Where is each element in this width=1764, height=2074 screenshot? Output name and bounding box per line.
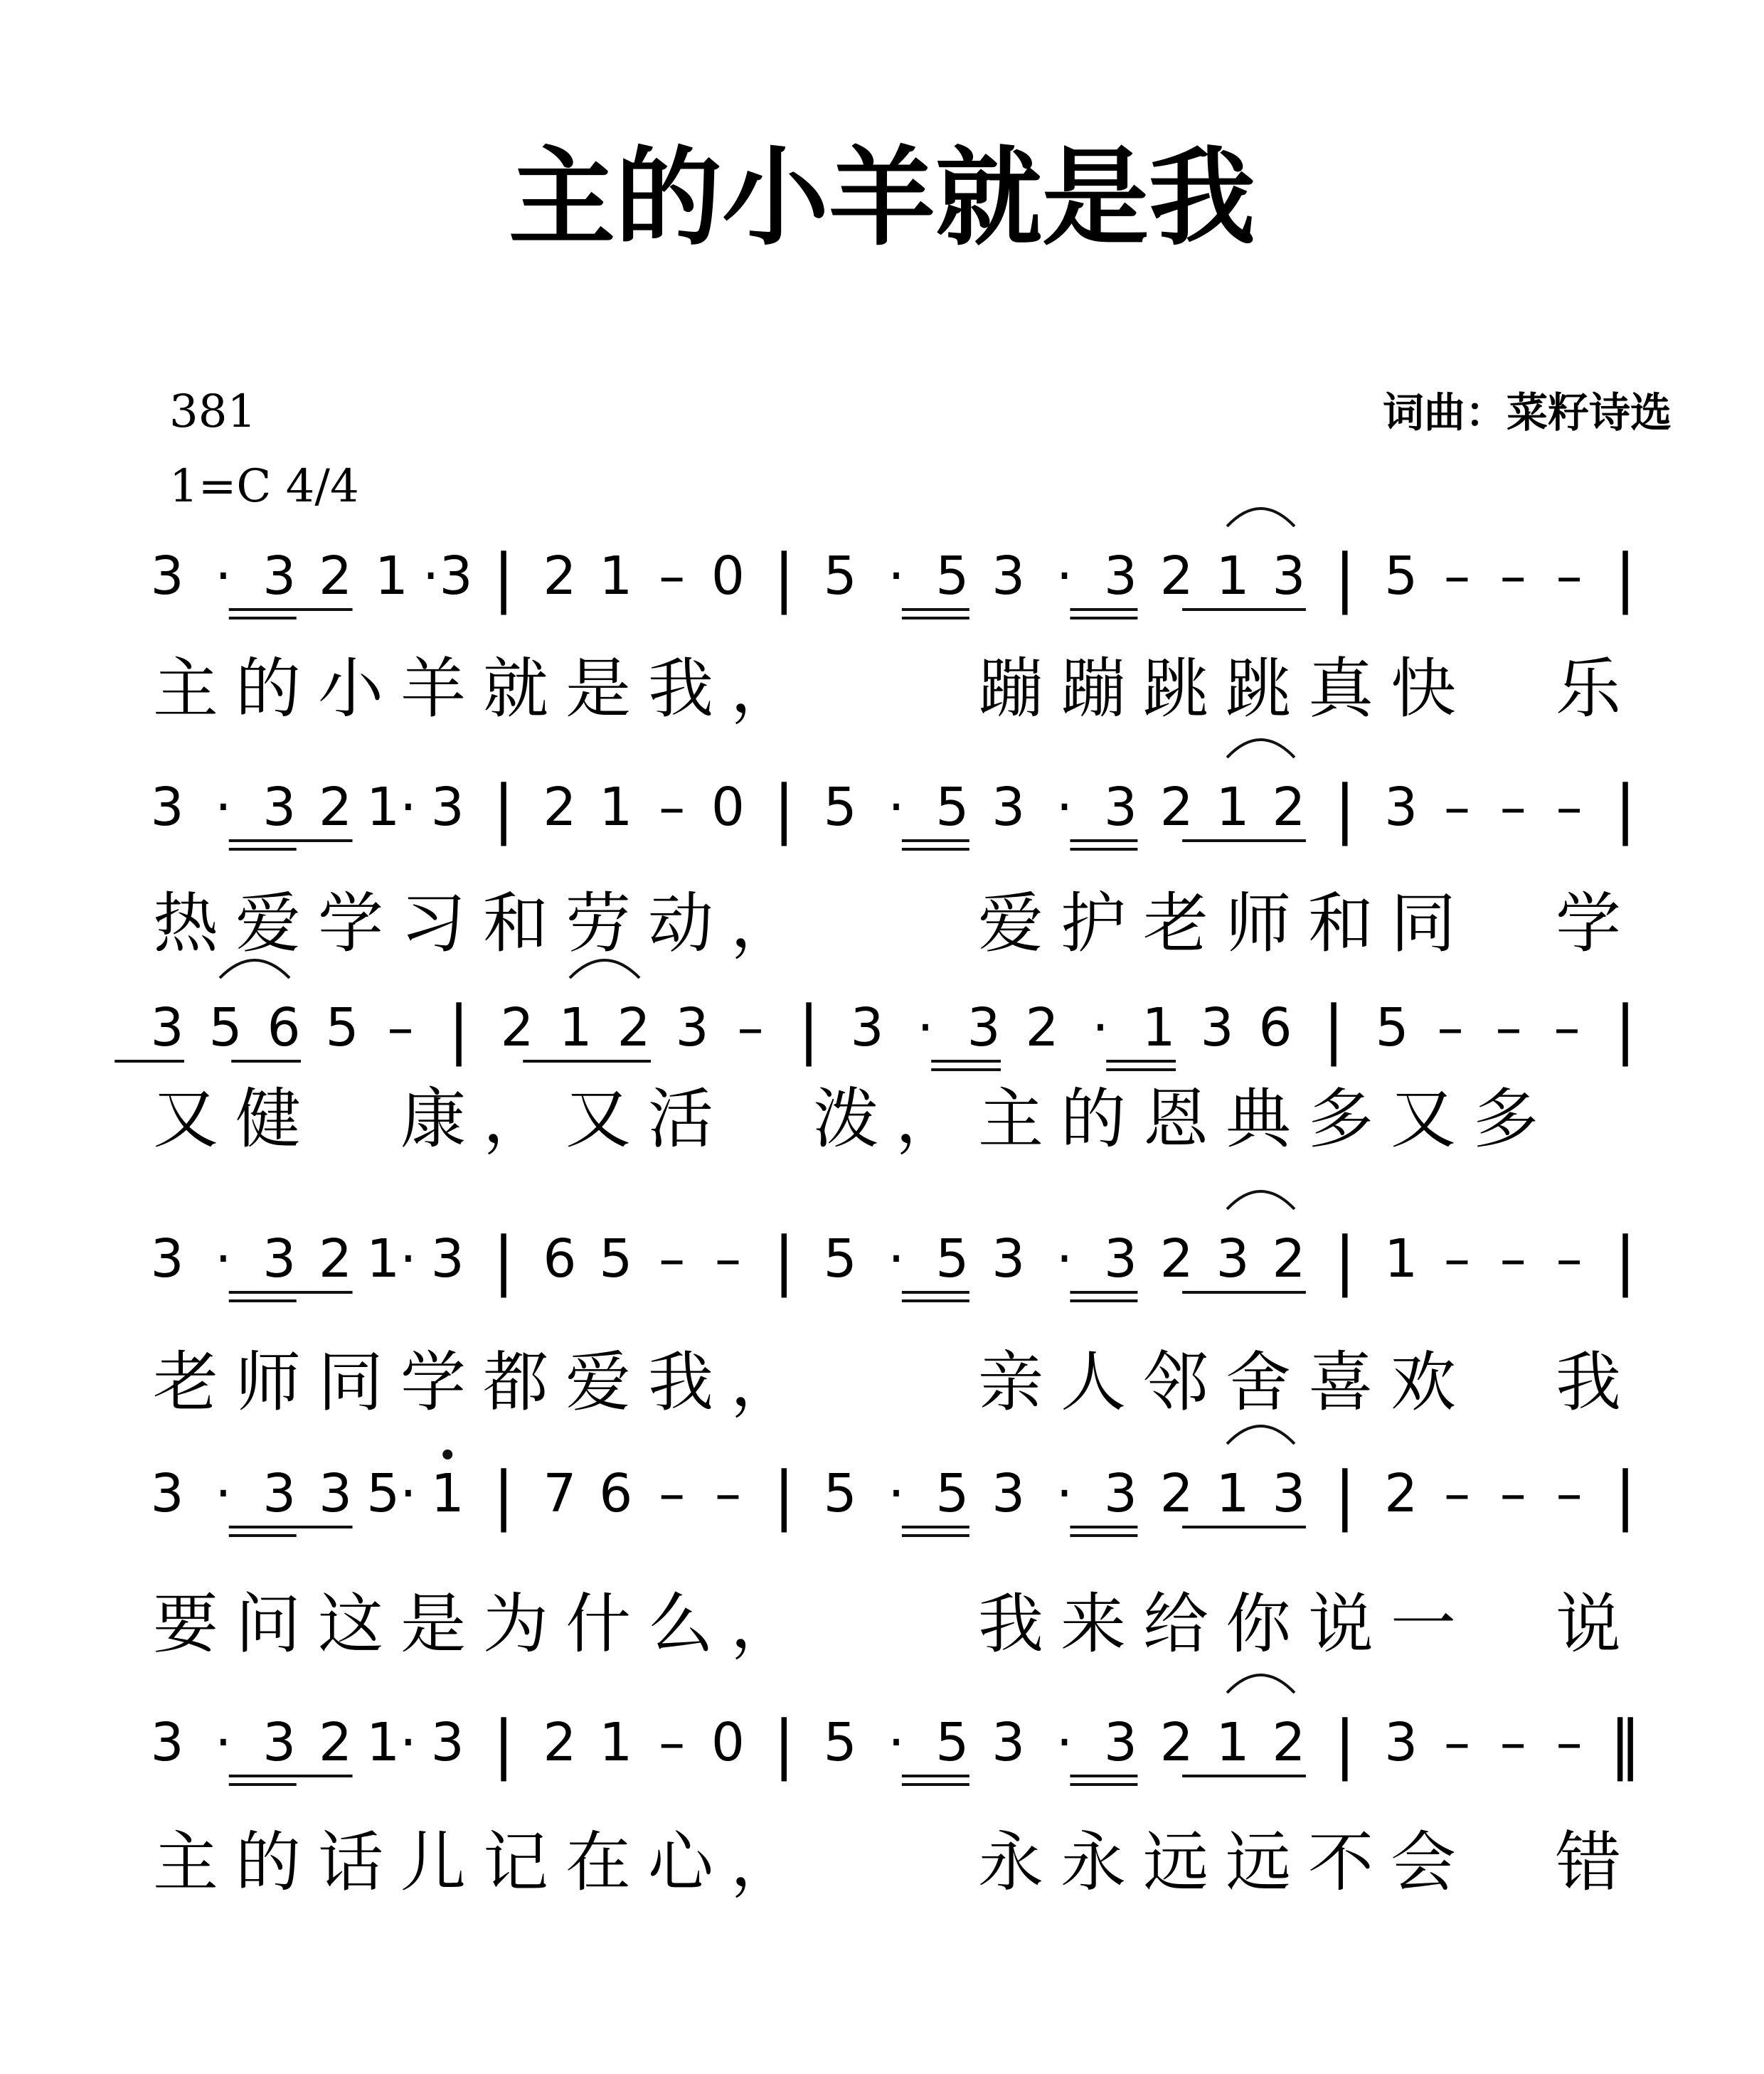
hymn-number: 381 xyxy=(169,385,257,438)
note: 1· xyxy=(366,1712,417,1773)
note: – xyxy=(1437,997,1464,1058)
note: – xyxy=(659,777,686,838)
note: – xyxy=(1556,1712,1583,1773)
lyric-char: 在 xyxy=(565,1824,632,1900)
lyric-char: 都 xyxy=(483,1344,549,1420)
lyric-char: 的 xyxy=(235,1824,302,1900)
note: – xyxy=(1499,546,1526,607)
note: 3 xyxy=(1384,1712,1418,1773)
note: – xyxy=(659,1712,686,1773)
note: · xyxy=(1056,1228,1073,1289)
slur xyxy=(220,960,289,978)
song-title: 主的小羊就是我 xyxy=(508,137,1256,260)
lyric-char: 老 xyxy=(1143,886,1209,962)
note: 3 xyxy=(992,1463,1026,1524)
note: 5 xyxy=(935,777,969,838)
note: – xyxy=(737,997,764,1058)
note: 3 xyxy=(1272,1463,1306,1524)
lyric-char: 不 xyxy=(1308,1824,1374,1900)
lyric-char: 这 xyxy=(318,1586,384,1662)
lyric-char: 说 xyxy=(1308,1586,1374,1662)
note: 3 xyxy=(430,1228,464,1289)
note: 5· xyxy=(366,1463,417,1524)
note: · xyxy=(215,777,232,838)
note: 2 xyxy=(543,1712,577,1773)
note: 3 xyxy=(1103,546,1137,607)
barline: | xyxy=(1334,1707,1356,1782)
note: 3 xyxy=(150,1228,184,1289)
lyric-char: 什 xyxy=(565,1586,632,1662)
note: – xyxy=(1556,777,1583,838)
note: 2 xyxy=(500,997,534,1058)
barline: | xyxy=(1614,1458,1637,1533)
lyric-char: 同 xyxy=(318,1344,384,1420)
note: 5 xyxy=(823,1228,857,1289)
note: 3 xyxy=(150,777,184,838)
note: 1 xyxy=(599,1712,633,1773)
system xyxy=(150,740,1636,962)
note: 2 xyxy=(1159,1712,1194,1773)
lyric-char: 主 xyxy=(153,651,219,727)
note: 3 xyxy=(150,997,184,1058)
note: 6 xyxy=(1258,997,1292,1058)
note: 7 xyxy=(543,1463,577,1524)
barline: | xyxy=(1614,772,1637,846)
lyric-char: 就 xyxy=(483,651,549,727)
lyric-char: 蹦 xyxy=(978,651,1044,727)
note: 2 xyxy=(1159,546,1194,607)
slur xyxy=(570,960,639,978)
system xyxy=(115,960,1636,1157)
note: · xyxy=(1056,777,1073,838)
slur xyxy=(1227,1675,1295,1693)
note: 1· xyxy=(366,1228,417,1289)
note: 5 xyxy=(935,1463,969,1524)
note: – xyxy=(1556,1228,1583,1289)
note: 1 xyxy=(1216,777,1250,838)
note: 3 xyxy=(1200,997,1234,1058)
lyric-char: 习 xyxy=(400,886,467,962)
lyric-char: 永 xyxy=(978,1824,1044,1900)
lyric-char: 和 xyxy=(483,886,549,962)
note: 1 xyxy=(1142,997,1176,1058)
barline: | xyxy=(773,541,795,615)
note: 3 xyxy=(1103,1712,1137,1773)
note: 5 xyxy=(1375,997,1409,1058)
lyric-char: 爱 xyxy=(978,886,1044,962)
note: 2 xyxy=(543,777,577,838)
slur xyxy=(1227,1191,1295,1209)
lyric-char: 舍 xyxy=(1226,1344,1292,1420)
note: 6 xyxy=(267,997,301,1058)
lyric-char: 泼 xyxy=(813,1081,879,1157)
lyric-char: 远 xyxy=(1226,1824,1292,1900)
note: · xyxy=(888,1463,905,1524)
note: 3 xyxy=(262,1228,297,1289)
note: – xyxy=(1499,1463,1526,1524)
note: 3 xyxy=(150,1712,184,1773)
barline: | xyxy=(1614,1223,1637,1298)
note: – xyxy=(659,1463,686,1524)
lyric-char: 的 xyxy=(1061,1081,1127,1157)
barline: | xyxy=(447,992,470,1067)
note: 3 xyxy=(1103,1228,1137,1289)
note: · xyxy=(1056,1712,1073,1773)
note: · xyxy=(888,777,905,838)
note: – xyxy=(714,1228,741,1289)
barline: | xyxy=(1322,992,1345,1067)
lyric-char: 快 xyxy=(1391,651,1457,727)
note: 1 xyxy=(1216,1463,1250,1524)
lyric-char: 学 xyxy=(318,886,384,962)
lyric-char: ， xyxy=(730,1824,797,1900)
barline: | xyxy=(492,1458,515,1533)
lyric-char: 动 xyxy=(648,886,714,962)
lyric-char: 来 xyxy=(1061,1586,1127,1662)
system xyxy=(150,1191,1636,1420)
note: 3 xyxy=(150,546,184,607)
note: · xyxy=(1092,997,1109,1058)
note: 2 xyxy=(318,546,353,607)
note: 5 xyxy=(599,1228,633,1289)
lyric-char: 康 xyxy=(400,1081,467,1157)
note: 5 xyxy=(823,1463,857,1524)
lyric-char: 亲 xyxy=(978,1344,1044,1420)
note: – xyxy=(1443,546,1470,607)
note: 3 xyxy=(430,777,464,838)
note: 3 xyxy=(262,1712,297,1773)
note: – xyxy=(714,1463,741,1524)
lyric-char: 远 xyxy=(1143,1824,1209,1900)
note: – xyxy=(659,546,686,607)
note: 3 xyxy=(992,777,1026,838)
note: 3 xyxy=(1272,546,1306,607)
lyric-char: 同 xyxy=(1391,886,1457,962)
barline: | xyxy=(1334,772,1356,846)
note: · xyxy=(215,1712,232,1773)
lyric-char: 又 xyxy=(1391,1081,1457,1157)
note: 2 xyxy=(617,997,651,1058)
slur xyxy=(1227,509,1295,526)
lyric-char: 恩 xyxy=(1143,1081,1209,1157)
note: 1 xyxy=(430,1463,464,1524)
note: 1· xyxy=(366,777,417,838)
barline: | xyxy=(773,1707,795,1782)
lyric-char: 蹦 xyxy=(1061,651,1127,727)
system xyxy=(150,1426,1636,1662)
note: 5 xyxy=(823,1712,857,1773)
note: 2 xyxy=(1272,777,1306,838)
note: 3 xyxy=(992,1228,1026,1289)
note: 2 xyxy=(318,1228,353,1289)
note: 3 xyxy=(318,1463,353,1524)
lyric-char: 说 xyxy=(1556,1586,1622,1662)
note: 3 xyxy=(967,997,1001,1058)
lyric-char: 学 xyxy=(1556,886,1622,962)
lyric-char: 又 xyxy=(153,1081,219,1157)
lyric-char: 要 xyxy=(153,1586,219,1662)
lyric-char: 爱 xyxy=(565,1344,632,1420)
note: 2 xyxy=(1272,1228,1306,1289)
note: 2 xyxy=(1159,1228,1194,1289)
high-octave-dot xyxy=(442,1450,452,1459)
lyric-char: ， xyxy=(730,886,797,962)
lyric-char: 学 xyxy=(400,1344,467,1420)
note: – xyxy=(1443,1463,1470,1524)
lyric-char: 多 xyxy=(1308,1081,1374,1157)
note: – xyxy=(1495,997,1522,1058)
lyric-char: 为 xyxy=(483,1586,549,1662)
lyric-char: 永 xyxy=(1061,1824,1127,1900)
note: 2 xyxy=(318,777,353,838)
barline: | xyxy=(492,541,515,615)
note: 1 xyxy=(374,546,408,607)
key-signature: 1=C 4/4 xyxy=(169,460,359,513)
barline: | xyxy=(773,1223,795,1298)
lyric-char: 人 xyxy=(1061,1344,1127,1420)
note: 1 xyxy=(1384,1228,1418,1289)
note: · xyxy=(1056,546,1073,607)
note: 5 xyxy=(823,777,857,838)
system xyxy=(150,509,1636,727)
lyric-char: 羊 xyxy=(400,651,467,727)
barline: | xyxy=(1334,1458,1356,1533)
note: – xyxy=(1443,1228,1470,1289)
note: 3 xyxy=(262,1463,297,1524)
lyric-char: 我 xyxy=(1556,1344,1622,1420)
lyric-char: 给 xyxy=(1143,1586,1209,1662)
note: · xyxy=(888,1712,905,1773)
lyric-char: ， xyxy=(483,1081,549,1157)
note: · xyxy=(1056,1463,1073,1524)
lyric-char: 主 xyxy=(153,1824,219,1900)
note: 0 xyxy=(711,777,745,838)
note: 2 xyxy=(318,1712,353,1773)
lyric-char: 和 xyxy=(1308,886,1374,962)
note: 3 xyxy=(992,546,1026,607)
lyric-char: 我 xyxy=(648,651,714,727)
lyric-char: 错 xyxy=(1556,1824,1622,1900)
barline: | xyxy=(1334,541,1356,615)
note: 5 xyxy=(325,997,359,1058)
lyrics-music-credit: 词曲：菜籽诗选 xyxy=(1382,388,1672,437)
note: – xyxy=(1499,1712,1526,1773)
lyric-char: 我 xyxy=(648,1344,714,1420)
note: 5 xyxy=(935,1712,969,1773)
barline: | xyxy=(1614,992,1637,1067)
lyric-char: ， xyxy=(896,1081,962,1157)
note: 5 xyxy=(935,546,969,607)
lyric-char: 跳 xyxy=(1143,651,1209,727)
barline: ‖ xyxy=(1609,1707,1642,1782)
note: – xyxy=(1499,777,1526,838)
note: – xyxy=(1556,1463,1583,1524)
note: 5 xyxy=(208,997,243,1058)
lyric-char: 多 xyxy=(1473,1081,1539,1157)
lyric-char: 欢 xyxy=(1391,1344,1457,1420)
system xyxy=(150,1675,1641,1900)
lyric-char: 主 xyxy=(978,1081,1044,1157)
lyric-char: 心 xyxy=(648,1824,714,1900)
barline: | xyxy=(1614,541,1637,615)
lyric-char: 会 xyxy=(1391,1824,1457,1900)
barline: | xyxy=(797,992,820,1067)
lyric-char: 邻 xyxy=(1143,1344,1209,1420)
lyric-char: 师 xyxy=(1226,886,1292,962)
note: 5 xyxy=(935,1228,969,1289)
note: 3 xyxy=(1103,777,1137,838)
note: 3 xyxy=(1103,1463,1137,1524)
barline: | xyxy=(1334,1223,1356,1298)
note: 1 xyxy=(599,546,633,607)
note: 2 xyxy=(1272,1712,1306,1773)
note: 5 xyxy=(1384,546,1418,607)
barline: | xyxy=(773,772,795,846)
lyric-char: 乐 xyxy=(1556,651,1622,727)
note: 3 xyxy=(992,1712,1026,1773)
lyric-char: 儿 xyxy=(400,1824,467,1900)
note: 3 xyxy=(150,1463,184,1524)
slur xyxy=(1227,1426,1295,1444)
note: · xyxy=(215,546,232,607)
lyric-char: 劳 xyxy=(565,886,632,962)
note: 2 xyxy=(1159,777,1194,838)
note: 6 xyxy=(599,1463,633,1524)
music-systems xyxy=(115,509,1641,1900)
lyric-char: 是 xyxy=(565,651,632,727)
note: 2 xyxy=(543,546,577,607)
barline: | xyxy=(492,1707,515,1782)
note: – xyxy=(1443,1712,1470,1773)
lyric-char: 小 xyxy=(318,651,384,727)
note: – xyxy=(1556,546,1583,607)
lyric-char: 一 xyxy=(1391,1586,1457,1662)
note: 6 xyxy=(543,1228,577,1289)
note: 2 xyxy=(1025,997,1059,1058)
slur xyxy=(1227,740,1295,757)
barline: | xyxy=(492,772,515,846)
note: · xyxy=(888,1228,905,1289)
lyric-char: 真 xyxy=(1308,651,1374,727)
lyric-char: 又 xyxy=(565,1081,632,1157)
lyric-char: 典 xyxy=(1226,1081,1292,1157)
lyric-char: 健 xyxy=(235,1081,302,1157)
note: · xyxy=(215,1228,232,1289)
note: – xyxy=(387,997,414,1058)
note: 3 xyxy=(430,1712,464,1773)
lyric-char: ， xyxy=(730,1586,797,1662)
note: 2 xyxy=(1159,1463,1194,1524)
lyric-char: 话 xyxy=(318,1824,384,1900)
note: 0 xyxy=(711,546,745,607)
lyric-char: ， xyxy=(730,1344,797,1420)
lyric-char: 爱 xyxy=(235,886,302,962)
note: – xyxy=(659,1228,686,1289)
note: 2 xyxy=(1384,1463,1418,1524)
note: 3 xyxy=(1384,777,1418,838)
lyric-char: 么 xyxy=(648,1586,714,1662)
note: · xyxy=(888,546,905,607)
lyric-char: 护 xyxy=(1061,886,1127,962)
note: · xyxy=(215,1463,232,1524)
note: 3 xyxy=(675,997,709,1058)
note: 3 xyxy=(262,777,297,838)
lyric-char: 热 xyxy=(153,886,219,962)
lyric-char: 老 xyxy=(153,1344,219,1420)
note: – xyxy=(1443,777,1470,838)
lyric-char: 你 xyxy=(1226,1586,1292,1662)
lyric-char: 喜 xyxy=(1308,1344,1374,1420)
note: 3 xyxy=(850,997,884,1058)
lyric-char: ， xyxy=(730,651,797,727)
lyric-char: 记 xyxy=(483,1824,549,1900)
lyric-char: 的 xyxy=(235,651,302,727)
barline: | xyxy=(773,1458,795,1533)
lyric-char: 问 xyxy=(235,1586,302,1662)
note: – xyxy=(1499,1228,1526,1289)
note: · xyxy=(917,997,934,1058)
note: ·3 xyxy=(422,546,473,607)
note: 3 xyxy=(262,546,297,607)
lyric-char: 我 xyxy=(978,1586,1044,1662)
lyric-char: 师 xyxy=(235,1344,302,1420)
note: 0 xyxy=(711,1712,745,1773)
note: 1 xyxy=(1216,546,1250,607)
barline: | xyxy=(492,1223,515,1298)
note: 1 xyxy=(599,777,633,838)
note: 5 xyxy=(823,546,857,607)
note: – xyxy=(1553,997,1580,1058)
lyric-char: 活 xyxy=(648,1081,714,1157)
lyric-char: 跳 xyxy=(1226,651,1292,727)
lyric-char: 是 xyxy=(400,1586,467,1662)
note: 3 xyxy=(1216,1228,1250,1289)
note: 1 xyxy=(558,997,593,1058)
note: 1 xyxy=(1216,1712,1250,1773)
